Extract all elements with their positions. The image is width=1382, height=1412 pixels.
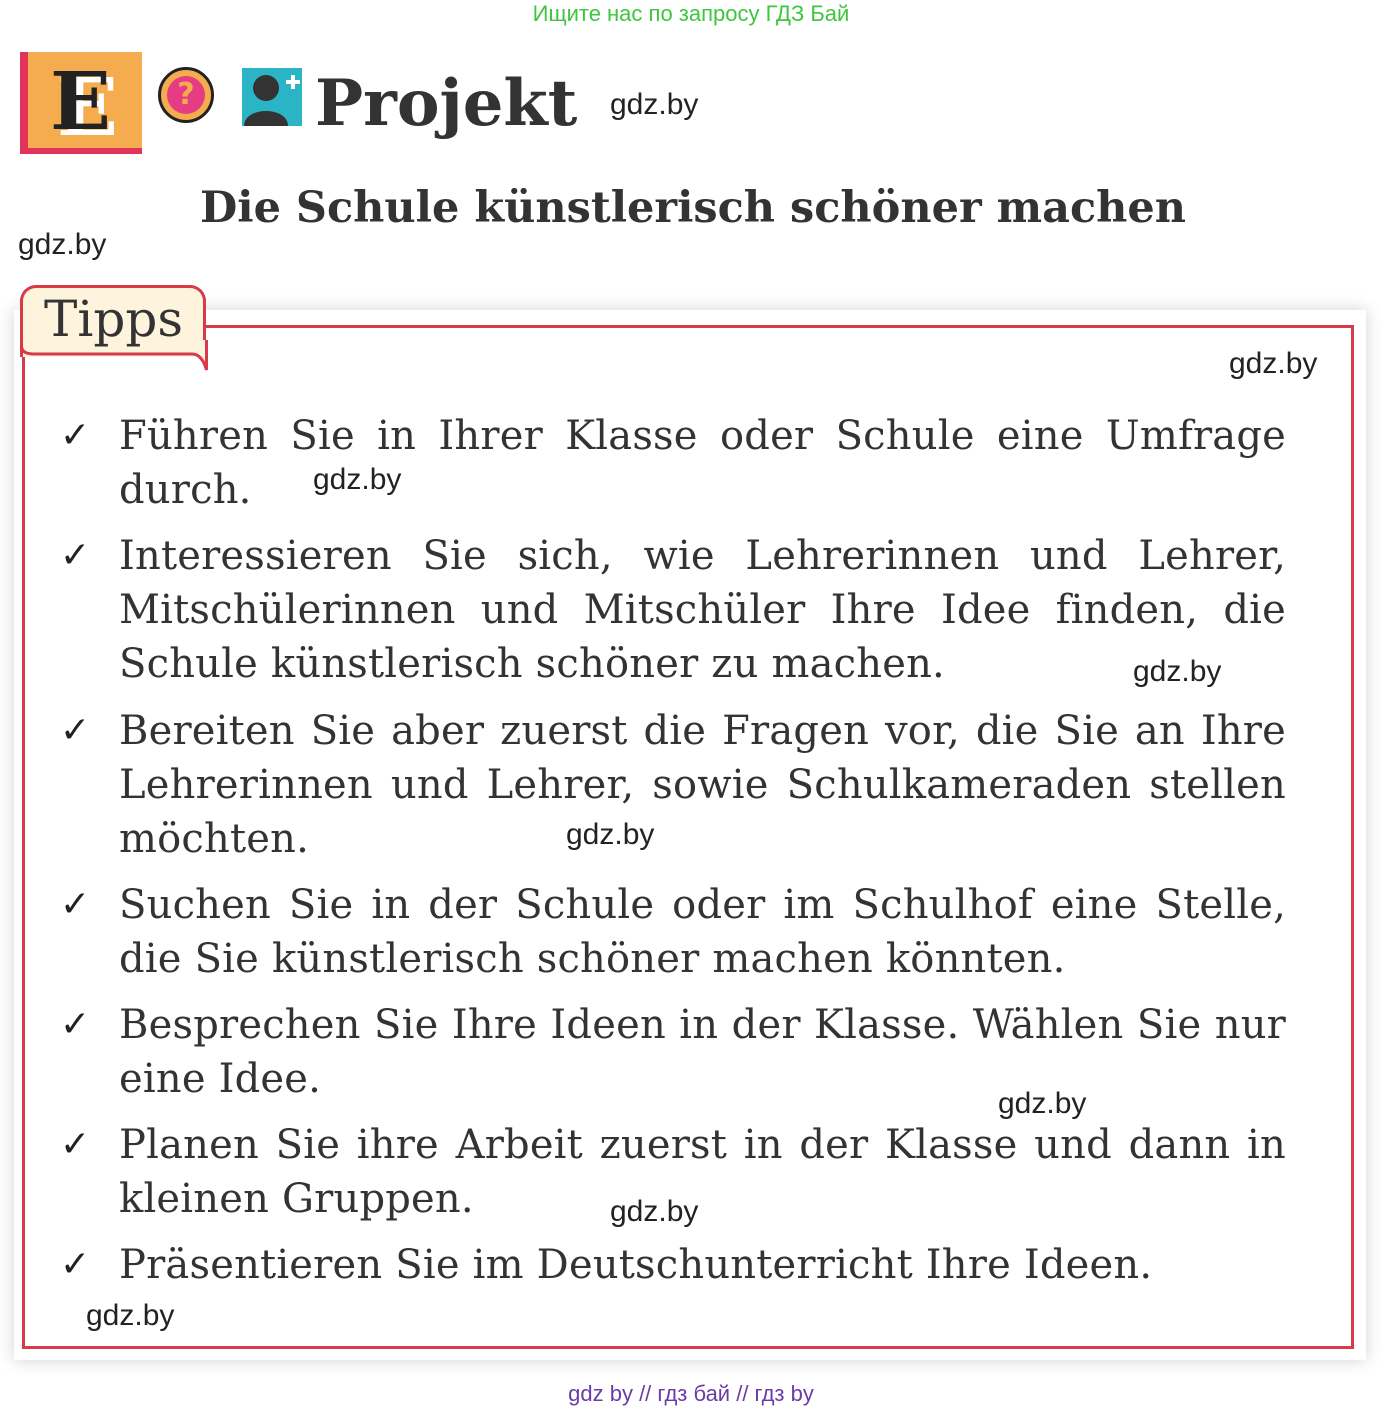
check-icon: ✓ — [60, 1004, 91, 1045]
tip-text: Präsentieren Sie im Deutschunterricht Ihre Ideen. — [119, 1242, 1153, 1288]
question-icon-glyph: ? — [167, 76, 205, 114]
top-banner: Ищите нас по запросу ГДЗ Бай — [532, 1, 850, 26]
watermark: gdz.by — [1133, 655, 1222, 688]
page-title: Projekt — [315, 66, 578, 141]
watermark: gdz.by — [610, 1195, 699, 1228]
tip-text: Führen Sie in Ihrer Klasse oder Schule eine Umfrage durch. — [119, 413, 1286, 513]
tip-text: Besprechen Sie Ihre Ideen in der Klasse. Wählen Sie nur eine Idee. — [119, 1002, 1286, 1102]
check-icon: ✓ — [60, 1124, 91, 1165]
e-icon-letter: E — [50, 54, 111, 148]
tip-text: Planen Sie ihre Arbeit zuerst in der Klasse und dann in kleinen Gruppen. — [119, 1122, 1286, 1222]
watermark: gdz.by — [86, 1299, 175, 1332]
tip-item — [60, 998, 1286, 1106]
watermark: gdz.by — [610, 88, 699, 121]
watermark: gdz.by — [566, 818, 655, 851]
check-icon: ✓ — [60, 1244, 91, 1285]
e-icon — [20, 52, 142, 154]
watermark: gdz.by — [998, 1087, 1087, 1120]
check-icon: ✓ — [60, 535, 91, 576]
check-icon: ✓ — [60, 884, 91, 925]
question-icon — [158, 67, 214, 123]
tip-item — [60, 529, 1286, 691]
check-icon: ✓ — [60, 710, 91, 751]
tip-text: Interessieren Sie sich, wie Lehrerinnen und Lehrer, Mitschülerinnen und Mitschüler Ihre Idee finden, die Schule künstlerisch schöner zu machen. — [119, 533, 1286, 687]
watermark: gdz.by — [18, 228, 107, 261]
check-icon: ✓ — [60, 415, 91, 456]
tips-label: Tipps — [44, 290, 184, 348]
subtitle: Die Schule künstlerisch schöner machen — [199, 183, 1187, 233]
tip-item — [60, 409, 1286, 517]
watermark: gdz.by — [313, 463, 402, 496]
tip-item — [60, 1238, 1286, 1292]
bottom-banner: gdz by // гдз бай // гдз by — [568, 1381, 814, 1406]
tip-text: Suchen Sie in der Schule oder im Schulhof eine Stelle, die Sie künstlerisch schöner machen könnten. — [119, 882, 1286, 982]
tip-text: Bereiten Sie aber zuerst die Fragen vor, die Sie an Ihre Lehrerinnen und Lehrer, sowie Schulkameraden stellen möchten. — [119, 708, 1286, 862]
person-add-icon — [242, 68, 302, 126]
watermark: gdz.by — [1229, 347, 1318, 380]
tip-item — [60, 878, 1286, 986]
tip-item — [60, 704, 1286, 866]
